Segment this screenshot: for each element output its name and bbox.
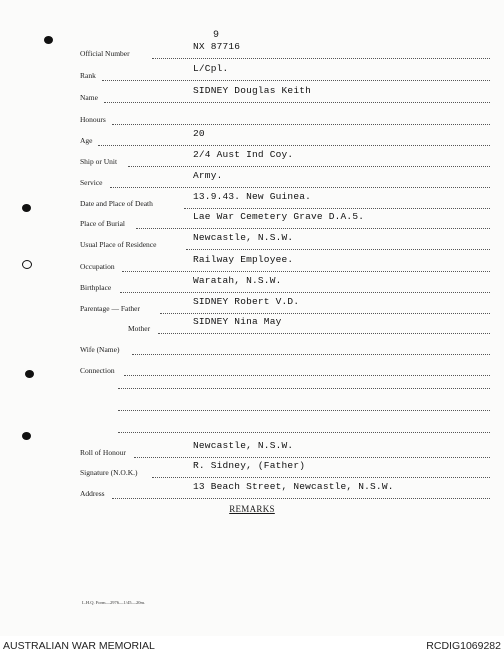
field-label: Date and Place of Death [80, 199, 153, 208]
field-value: Army. [193, 170, 223, 181]
field-date-place-death [80, 191, 504, 209]
punch-hole-icon [22, 432, 31, 440]
field-label: Wife (Name) [80, 345, 120, 354]
field-roll-of-honour [80, 440, 504, 458]
field-value: Newcastle, N.S.W. [193, 232, 294, 243]
form-print-code: L.H.Q. Form—2976—1/45—20m. [82, 600, 146, 605]
field-address [80, 481, 504, 499]
remarks-heading: REMARKS [229, 504, 275, 514]
continuation-line [118, 432, 490, 433]
punch-hole-icon [25, 370, 34, 378]
field-value: SIDNEY Douglas Keith [193, 85, 312, 96]
field-value: 2/4 Aust Ind Coy. [193, 149, 294, 160]
field-honours [80, 113, 504, 125]
field-value: Waratah, N.S.W. [193, 275, 282, 286]
field-label: Name [80, 93, 98, 102]
page-mark: 9 [213, 30, 220, 41]
field-label: Rank [80, 71, 96, 80]
field-parentage-father [80, 296, 504, 314]
field-age [80, 128, 504, 146]
field-ship-or-unit [80, 149, 504, 167]
field-mother [80, 316, 504, 334]
archive-footer [0, 636, 504, 654]
field-label: Occupation [80, 262, 115, 271]
field-official-number [80, 41, 504, 59]
field-value: SIDNEY Robert V.D. [193, 296, 300, 307]
field-value: Railway Employee. [193, 254, 294, 265]
field-label: Ship or Unit [80, 157, 118, 166]
field-place-of-burial [80, 211, 504, 229]
field-label: Age [80, 136, 93, 145]
field-label: Official Number [80, 49, 130, 58]
punch-hole-icon [22, 204, 31, 212]
field-label: Signature (N.O.K.) [80, 468, 138, 477]
field-value: L/Cpl. [193, 63, 229, 74]
field-wife [80, 343, 504, 355]
field-value: Lae War Cemetery Grave D.A.5. [193, 211, 365, 222]
field-label: Mother [128, 324, 151, 333]
field-value: NX 87716 [193, 41, 241, 52]
field-occupation [80, 254, 504, 272]
punch-hole-icon [22, 260, 32, 269]
field-rank [80, 63, 504, 81]
continuation-line [118, 388, 490, 389]
field-value: R. Sidney, (Father) [193, 460, 306, 471]
field-label: Usual Place of Residence [80, 240, 157, 249]
field-usual-residence [80, 232, 504, 250]
field-service [80, 170, 504, 188]
field-name [80, 85, 504, 103]
field-value: 13 Beach Street, Newcastle, N.S.W. [193, 481, 394, 492]
archive-id: RCDIG1069282 [426, 640, 501, 652]
field-label: Place of Burial [80, 219, 125, 228]
field-signature-nok [80, 460, 504, 478]
punch-hole-icon [44, 36, 53, 44]
field-label: Parentage — Father [80, 304, 140, 313]
field-birthplace [80, 275, 504, 293]
field-value: 20 [193, 128, 205, 139]
field-label: Address [80, 489, 105, 498]
field-value: Newcastle, N.S.W. [193, 440, 294, 451]
field-connection [80, 364, 504, 376]
field-label: Connection [80, 366, 115, 375]
field-label: Honours [80, 115, 106, 124]
archive-name: AUSTRALIAN WAR MEMORIAL [3, 640, 155, 652]
field-label: Birthplace [80, 283, 112, 292]
continuation-line [118, 410, 490, 411]
field-label: Service [80, 178, 103, 187]
field-value: SIDNEY Nina May [193, 316, 282, 327]
field-value: 13.9.43. New Guinea. [193, 191, 312, 202]
field-label: Roll of Honour [80, 448, 126, 457]
